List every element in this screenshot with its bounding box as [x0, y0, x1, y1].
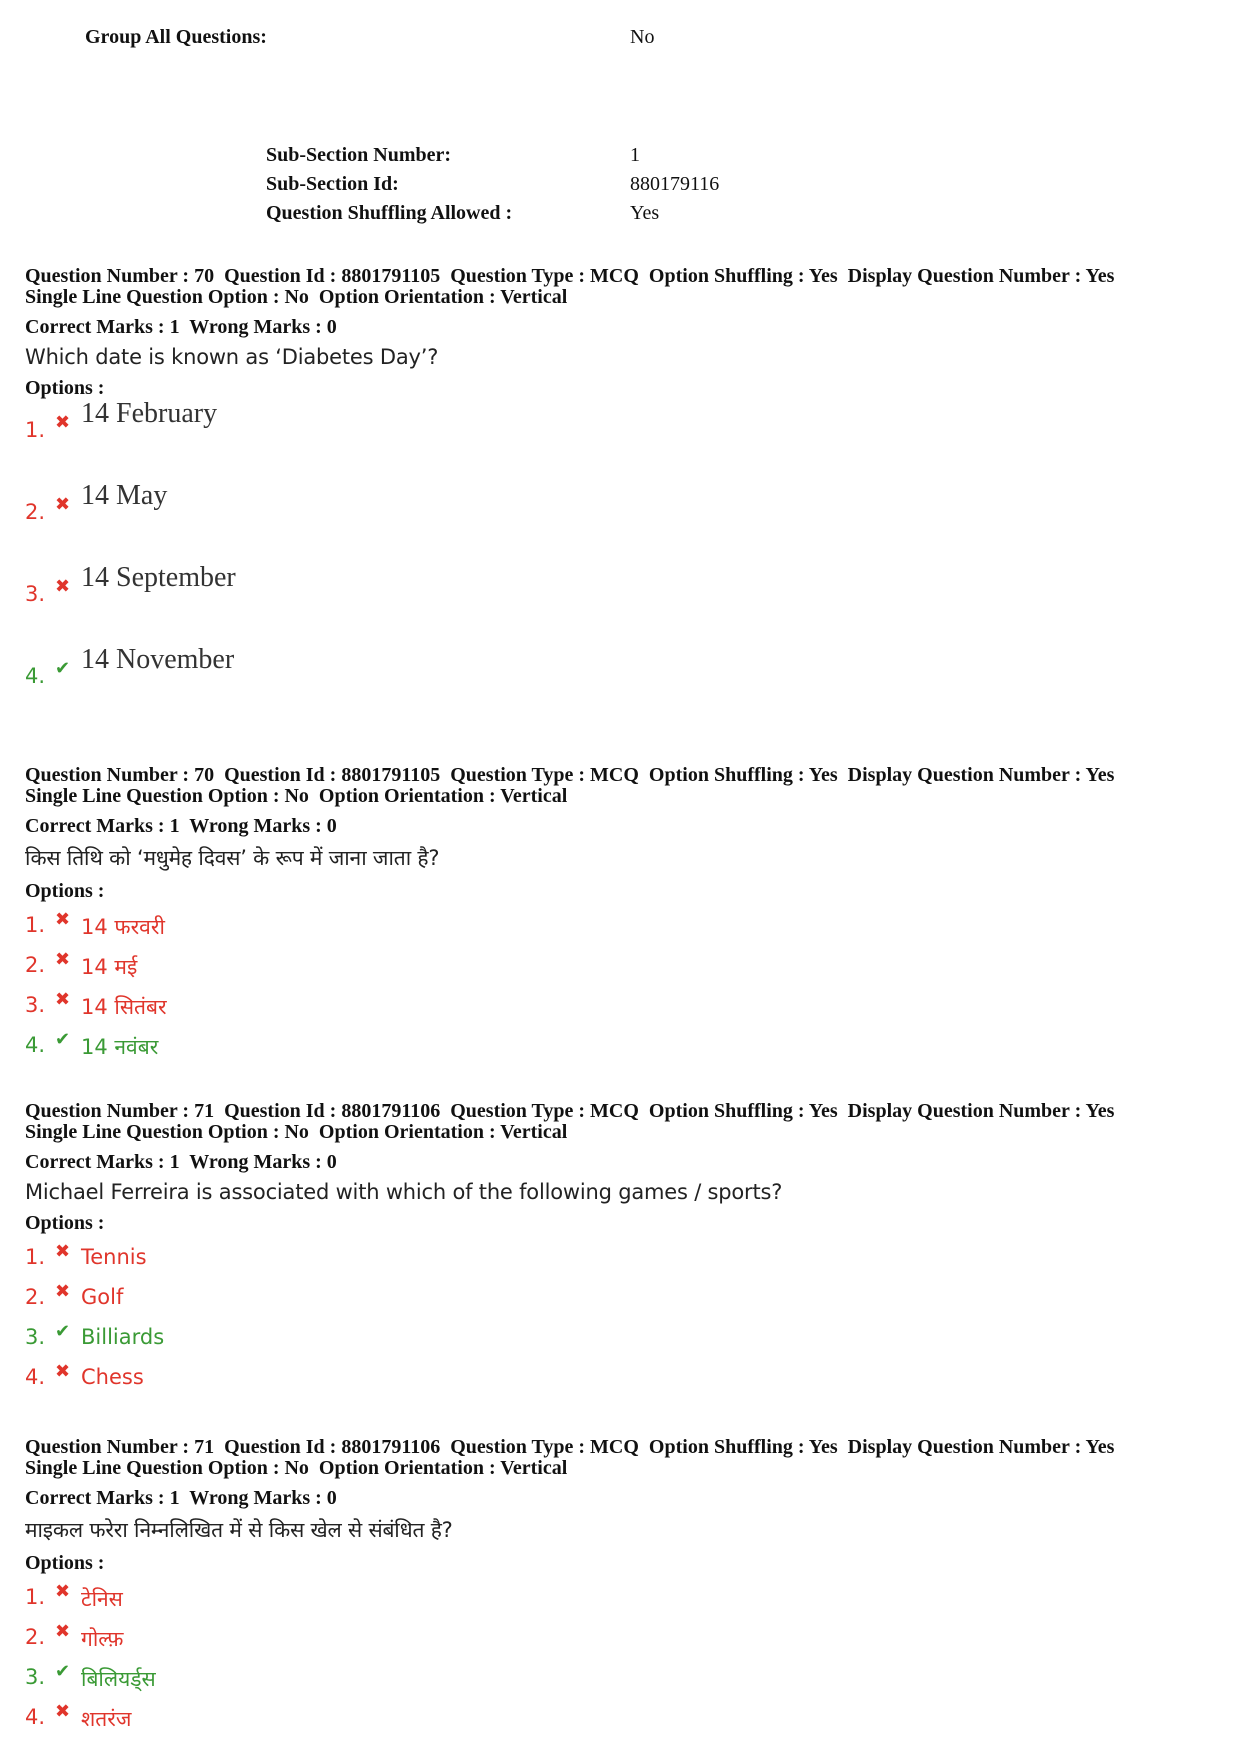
option-text: बिलियर्ड्स — [81, 1667, 156, 1691]
option-number: 4. — [25, 1365, 46, 1389]
option-item — [25, 1579, 1225, 1619]
option-number: 2. — [25, 1285, 46, 1309]
cross-icon: ✖ — [55, 1361, 71, 1381]
check-icon: ✔ — [55, 658, 71, 678]
option-number: 4. — [25, 664, 46, 688]
subsection-id-label: Sub-Section Id: — [266, 173, 399, 195]
cross-icon: ✖ — [55, 494, 71, 514]
option-item — [25, 1359, 1225, 1399]
subsection-id-value: 880179116 — [630, 173, 720, 195]
question-block — [25, 1437, 1225, 1739]
cross-icon: ✖ — [55, 949, 71, 969]
option-text: 14 सितंबर — [81, 995, 167, 1019]
option-item — [25, 398, 1225, 486]
question-marks: Correct Marks : 1 Wrong Marks : 0 — [25, 316, 337, 338]
option-text: शतरंज — [81, 1707, 132, 1731]
options-label: Options : — [25, 377, 105, 399]
cross-icon: ✖ — [55, 576, 71, 596]
option-text: 14 September — [81, 562, 236, 593]
options-list — [25, 1579, 1225, 1739]
question-shuffling-label: Question Shuffling Allowed : — [266, 202, 513, 224]
option-text: Tennis — [81, 1245, 147, 1269]
option-item — [25, 1659, 1225, 1699]
question-marks: Correct Marks : 1 Wrong Marks : 0 — [25, 815, 337, 837]
option-item — [25, 1319, 1225, 1359]
option-number: 2. — [25, 1625, 46, 1649]
cross-icon: ✖ — [55, 909, 71, 929]
question-meta-line2: Single Line Question Option : No Option Orientation : Vertical — [25, 286, 568, 308]
options-list — [25, 1239, 1225, 1399]
question-shuffling-value: Yes — [630, 202, 660, 224]
option-item — [25, 1239, 1225, 1279]
question-text: Which date is known as ‘Diabetes Day’? — [25, 345, 439, 369]
question-meta-line1: Question Number : 71 Question Id : 8801791106 Question Type : MCQ Option Shuffling : Yes Display Question Number : Yes — [25, 1100, 1115, 1122]
option-item — [25, 1699, 1225, 1739]
cross-icon: ✖ — [55, 1241, 71, 1261]
check-icon: ✔ — [55, 1661, 71, 1681]
question-marks: Correct Marks : 1 Wrong Marks : 0 — [25, 1151, 337, 1173]
option-number: 3. — [25, 993, 46, 1017]
question-text: किस तिथि को ‘मधुमेह दिवस’ के रूप में जाना जाता है? — [25, 846, 440, 870]
cross-icon: ✖ — [55, 412, 71, 432]
cross-icon: ✖ — [55, 989, 71, 1009]
question-meta-line2: Single Line Question Option : No Option Orientation : Vertical — [25, 1121, 568, 1143]
option-text: 14 February — [81, 398, 218, 429]
subsection-number-label: Sub-Section Number: — [266, 144, 452, 166]
question-block — [25, 1101, 1225, 1399]
question-meta-line1: Question Number : 71 Question Id : 8801791106 Question Type : MCQ Option Shuffling : Yes Display Question Number : Yes — [25, 1436, 1115, 1458]
option-number: 3. — [25, 582, 46, 606]
option-text: 14 May — [81, 480, 168, 511]
group-all-questions-value: No — [630, 26, 655, 48]
question-block — [25, 765, 1225, 1067]
question-marks: Correct Marks : 1 Wrong Marks : 0 — [25, 1487, 337, 1509]
subsection-number-value: 1 — [630, 144, 640, 166]
option-number: 2. — [25, 953, 46, 977]
option-item — [25, 480, 1225, 568]
option-item — [25, 1027, 1225, 1067]
option-number: 1. — [25, 913, 46, 937]
options-label: Options : — [25, 1212, 105, 1234]
cross-icon: ✖ — [55, 1281, 71, 1301]
option-item — [25, 644, 1225, 732]
option-text: 14 November — [81, 644, 235, 675]
option-item — [25, 987, 1225, 1027]
question-text: माइकल फरेरा निम्नलिखित में से किस खेल से संबंधित है? — [25, 1518, 453, 1542]
options-list — [25, 907, 1225, 1067]
option-item — [25, 562, 1225, 650]
option-number: 4. — [25, 1033, 46, 1057]
option-number: 3. — [25, 1325, 46, 1349]
check-icon: ✔ — [55, 1321, 71, 1341]
question-text: Michael Ferreira is associated with which of the following games / sports? — [25, 1180, 783, 1204]
option-text: Chess — [81, 1365, 144, 1389]
options-label: Options : — [25, 1552, 105, 1574]
option-text: 14 मई — [81, 955, 138, 979]
option-item — [25, 907, 1225, 947]
group-all-questions-label: Group All Questions: — [85, 26, 267, 48]
cross-icon: ✖ — [55, 1701, 71, 1721]
option-text: 14 नवंबर — [81, 1035, 159, 1059]
option-number: 4. — [25, 1705, 46, 1729]
option-text: Golf — [81, 1285, 124, 1309]
cross-icon: ✖ — [55, 1581, 71, 1601]
option-number: 3. — [25, 1665, 46, 1689]
check-icon: ✔ — [55, 1029, 71, 1049]
option-text: टेनिस — [81, 1587, 123, 1611]
option-text: 14 फरवरी — [81, 915, 165, 939]
question-block — [25, 266, 1225, 732]
option-number: 1. — [25, 1585, 46, 1609]
option-text: गोल्फ़ — [81, 1627, 124, 1651]
option-number: 1. — [25, 1245, 46, 1269]
option-number: 1. — [25, 418, 46, 442]
option-item — [25, 947, 1225, 987]
option-item — [25, 1279, 1225, 1319]
option-item — [25, 1619, 1225, 1659]
question-meta-line2: Single Line Question Option : No Option Orientation : Vertical — [25, 785, 568, 807]
options-list — [25, 398, 1225, 732]
cross-icon: ✖ — [55, 1621, 71, 1641]
question-meta-line2: Single Line Question Option : No Option Orientation : Vertical — [25, 1457, 568, 1479]
option-text: Billiards — [81, 1325, 165, 1349]
question-meta-line1: Question Number : 70 Question Id : 8801791105 Question Type : MCQ Option Shuffling : Yes Display Question Number : Yes — [25, 764, 1115, 786]
question-meta-line1: Question Number : 70 Question Id : 8801791105 Question Type : MCQ Option Shuffling : Yes Display Question Number : Yes — [25, 265, 1115, 287]
options-label: Options : — [25, 880, 105, 902]
option-number: 2. — [25, 500, 46, 524]
